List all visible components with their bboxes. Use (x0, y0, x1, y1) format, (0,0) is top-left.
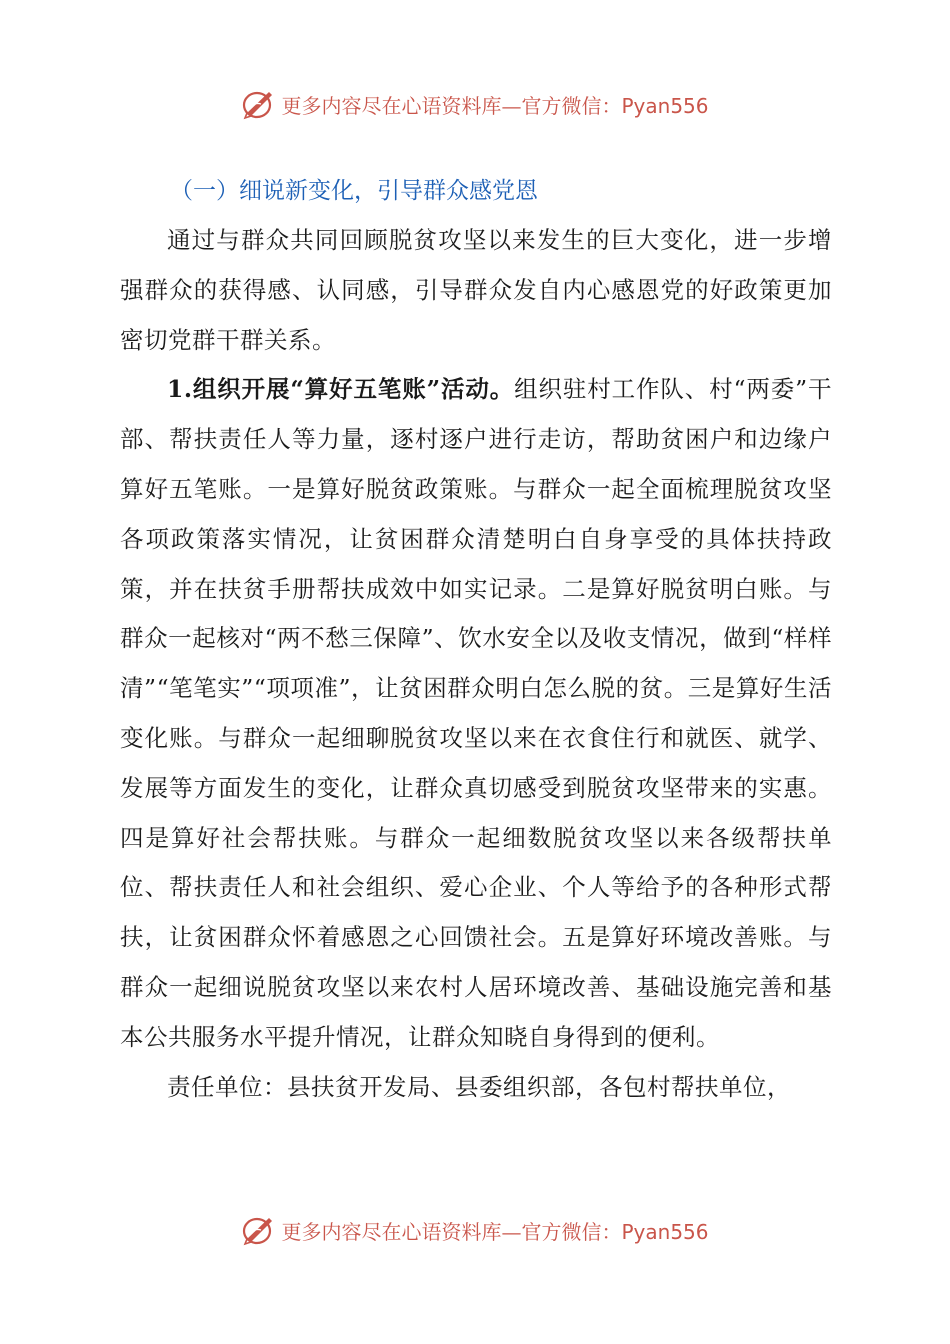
watermark-banner-top (0, 84, 950, 124)
watermark-text: 更多内容尽在心语资料库—官方微信：Pyan556 (281, 1219, 709, 1244)
pen-logo-icon (241, 87, 277, 121)
item1-body: 组织驻村工作队、村“两委”干部、帮扶责任人等力量，逐村逐户进行走访，帮助贫困户和边缘户算好五笔账。一是算好脱贫政策账。与群众一起全面梳理脱贫攻坚各项政策落实情况，让贫困群众清楚明白自身享受的具体扶持政策，并在扶贫手册帮扶成效中如实记录。二是算好脱贫明白账。与群众一起核对“两不愁三保障”、饮水安全以及收支情况，做到“样样清”“笔笔实”“项项准”，让贫困群众明白怎么脱的贫。三是算好生活变化账。与群众一起细聊脱贫攻坚以来在衣食住行和就医、就学、发展等方面发生的变化，让群众真切感受到脱贫攻坚带来的实惠。四是算好社会帮扶账。与群众一起细数脱贫攻坚以来各级帮扶单位、帮扶责任人和社会组织、爱心企业、个人等给予的各种形式帮扶，让贫困群众怀着感恩之心回馈社会。五是算好环境改善账。与群众一起细说脱贫攻坚以来农村人居环境改善、基础设施完善和基本公共服务水平提升情况，让群众知晓自身得到的便利。 (120, 375, 832, 1051)
document-body (120, 166, 832, 1112)
watermark-text: 更多内容尽在心语资料库—官方微信：Pyan556 (281, 93, 709, 118)
item1-paragraph (120, 365, 832, 1062)
intro-paragraph: 通过与群众共同回顾脱贫攻坚以来发生的巨大变化，进一步增强群众的获得感、认同感，引导群众发自内心感恩党的好政策更加密切党群干群关系。 (120, 226, 832, 354)
pen-logo-icon (241, 1213, 277, 1247)
section-heading: （一）细说新变化，引导群众感党恩 (170, 178, 538, 204)
item1-title: 1.组织开展“算好五笔账”活动。 (167, 375, 515, 404)
watermark-banner-bottom (0, 1210, 950, 1250)
responsibility-paragraph: 责任单位：县扶贫开发局、县委组织部，各包村帮扶单位， (167, 1072, 791, 1101)
